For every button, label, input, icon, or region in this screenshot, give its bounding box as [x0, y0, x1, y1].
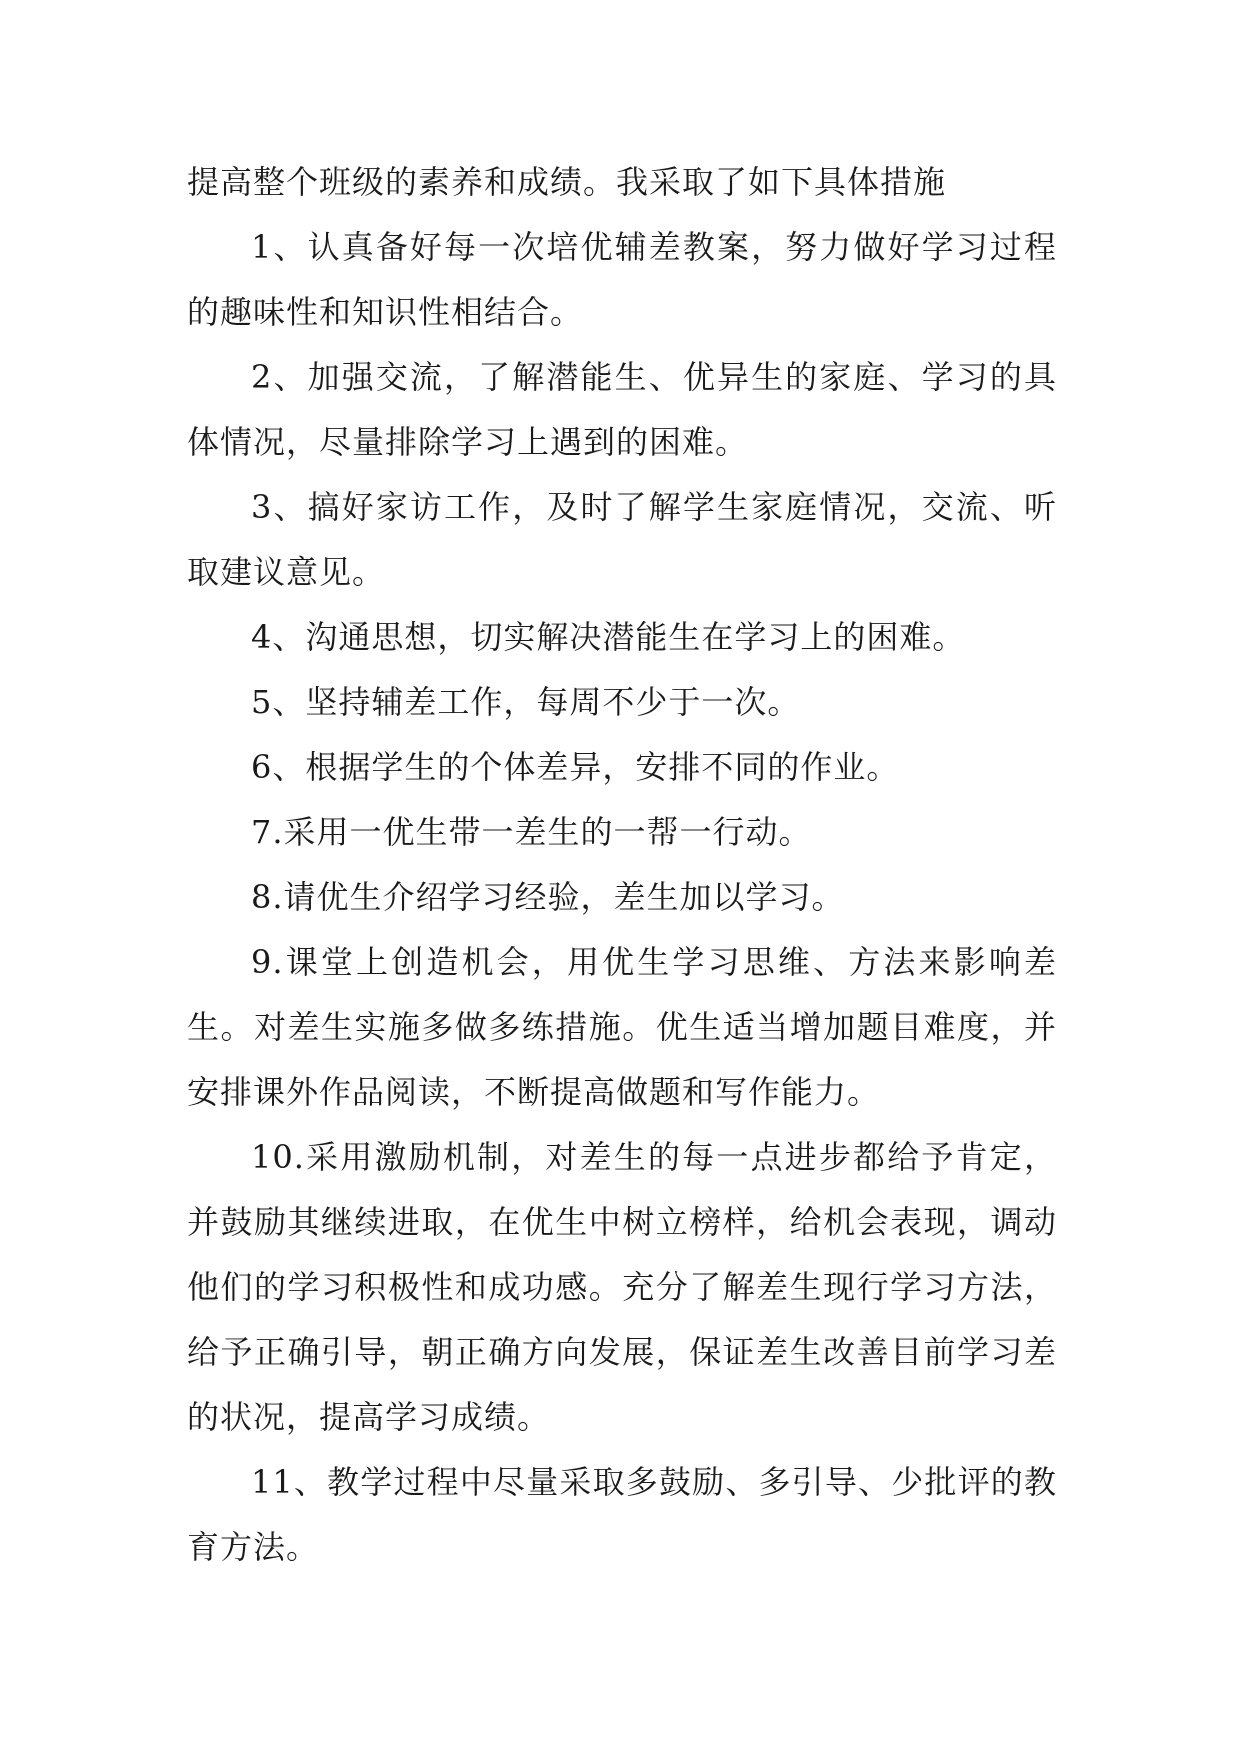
paragraph-item-9: 9.课堂上创造机会，用优生学习思维、方法来影响差生。对差生实施多做多练措施。优生适当增加题目难度，并安排课外作品阅读，不断提高做题和写作能力。 [187, 943, 1057, 1111]
paragraph-item-11: 11、教学过程中尽量采取多鼓励、多引导、少批评的教育方法。 [187, 1463, 1057, 1566]
paragraph-intro: 提高整个班级的素养和成绩。我采取了如下具体措施 [187, 163, 947, 201]
paragraph-item-4: 4、沟通思想，切实解决潜能生在学习上的困难。 [251, 618, 966, 656]
paragraph-item-3: 3、搞好家访工作，及时了解学生家庭情况，交流、听取建议意见。 [187, 488, 1057, 591]
paragraph-item-2: 2、加强交流，了解潜能生、优异生的家庭、学习的具体情况，尽量排除学习上遇到的困难。 [187, 358, 1057, 461]
document-body [187, 150, 1057, 1580]
paragraph-item-10: 10.采用激励机制，对差生的每一点进步都给予肯定，并鼓励其继续进取，在优生中树立榜样，给机会表现，调动他们的学习积极性和成功感。充分了解差生现行学习方法，给予正确引导，朝正确方向发展，保证差生改善目前学习差的状况，提高学习成绩。 [187, 1138, 1057, 1436]
paragraph-item-7: 7.采用一优生带一差生的一帮一行动。 [251, 813, 812, 851]
paragraph-item-6: 6、根据学生的个体差异，安排不同的作业。 [251, 748, 900, 786]
paragraph-item-5: 5、坚持辅差工作，每周不少于一次。 [251, 683, 801, 721]
paragraph-item-1: 1、认真备好每一次培优辅差教案，努力做好学习过程的趣味性和知识性相结合。 [187, 228, 1057, 331]
paragraph-item-8: 8.请优生介绍学习经验，差生加以学习。 [251, 878, 845, 916]
